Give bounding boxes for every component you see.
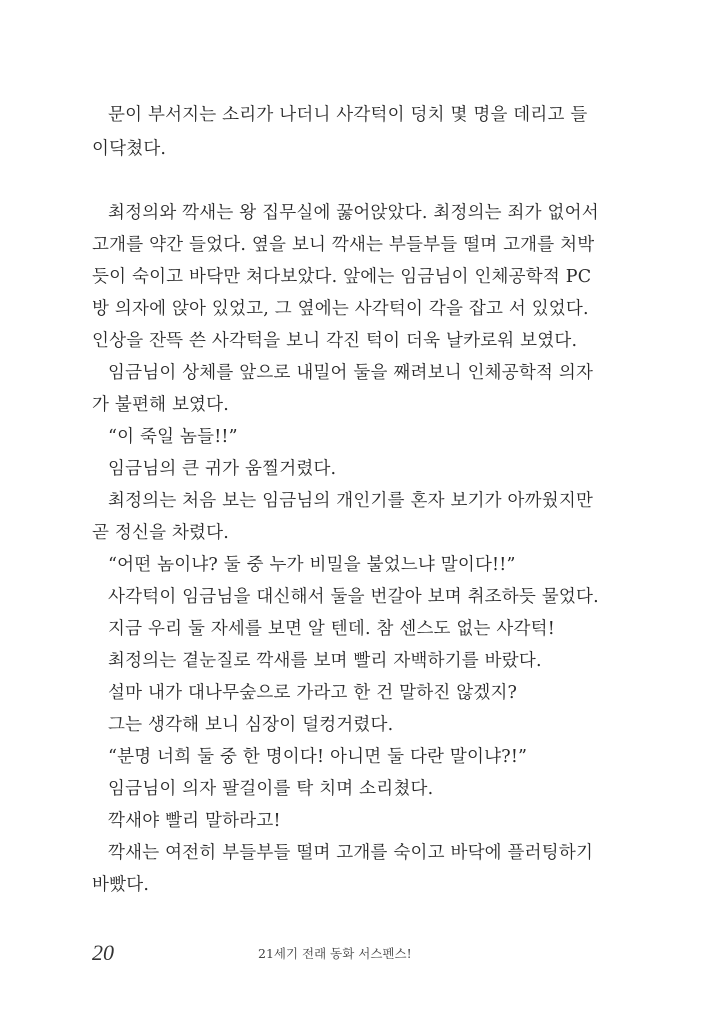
paragraph-line: 그는 생각해 보니 심장이 덜컹거렸다. (108, 715, 394, 735)
paragraph-line: 최정의는 곁눈질로 깍새를 보며 빨리 자백하기를 바랐다. (108, 651, 542, 671)
paragraph-line: 듯이 숙이고 바닥만 쳐다보았다. 앞에는 임금님이 인체공학적 PC (92, 267, 592, 287)
dialogue-line: “어떤 놈이냐? 둘 중 누가 비밀을 불었느냐 말이다!!” (108, 555, 516, 575)
paragraph-line: 방 의자에 앉아 있었고, 그 옆에는 사각턱이 각을 잡고 서 있었다. (92, 299, 589, 319)
paragraph-line: 지금 우리 둘 자세를 보면 알 텐데. 참 센스도 없는 사각턱! (108, 619, 555, 639)
paragraph-line: 인상을 잔뜩 쓴 사각턱을 보니 각진 턱이 더욱 날카로워 보였다. (92, 331, 578, 351)
paragraph-line: 바빴다. (92, 875, 150, 895)
dialogue-line: “이 죽일 놈들!!” (108, 427, 238, 447)
dialogue-line: “분명 너희 둘 중 한 명이다! 아니면 둘 다란 말이냐?!” (108, 747, 528, 767)
paragraph-line: 곧 정신을 차렸다. (92, 523, 230, 543)
paragraph-line: 사각턱이 임금님을 대신해서 둘을 번갈아 보며 취조하듯 물었다. (108, 587, 599, 607)
paragraph-line: 최정의와 깍새는 왕 집무실에 꿇어앉았다. 최정의는 죄가 없어서 (108, 203, 599, 223)
running-footer-title: 21세기 전래 동화 서스펜스! (258, 946, 412, 961)
paragraph-line: 깍새는 여전히 부들부들 떨며 고개를 숙이고 바닥에 플러팅하기 (108, 843, 594, 863)
paragraph-line: 고개를 약간 들었다. 옆을 보니 깍새는 부들부들 떨며 고개를 처박 (92, 235, 595, 255)
paragraph-line: 임금님이 의자 팔걸이를 탁 치며 소리쳤다. (108, 779, 434, 799)
paragraph-line: 설마 내가 대나무숲으로 가라고 한 건 말하진 않겠지? (108, 683, 518, 703)
paragraph-line: 임금님의 큰 귀가 움찔거렸다. (108, 459, 337, 479)
paragraph-line: 이닥쳤다. (92, 139, 167, 159)
paragraph-line: 최정의는 처음 보는 임금님의 개인기를 혼자 보기가 아까웠지만 (108, 491, 594, 511)
paragraph-line: 깍새야 빨리 말하라고! (108, 811, 281, 831)
paragraph-line: 문이 부서지는 소리가 나더니 사각턱이 덩치 몇 명을 데리고 들 (108, 105, 588, 125)
paragraph-line: 임금님이 상체를 앞으로 내밀어 둘을 째려보니 인체공학적 의자 (108, 363, 594, 383)
paragraph-line: 가 불편해 보였다. (92, 395, 230, 415)
page-number: 20 (92, 940, 114, 965)
